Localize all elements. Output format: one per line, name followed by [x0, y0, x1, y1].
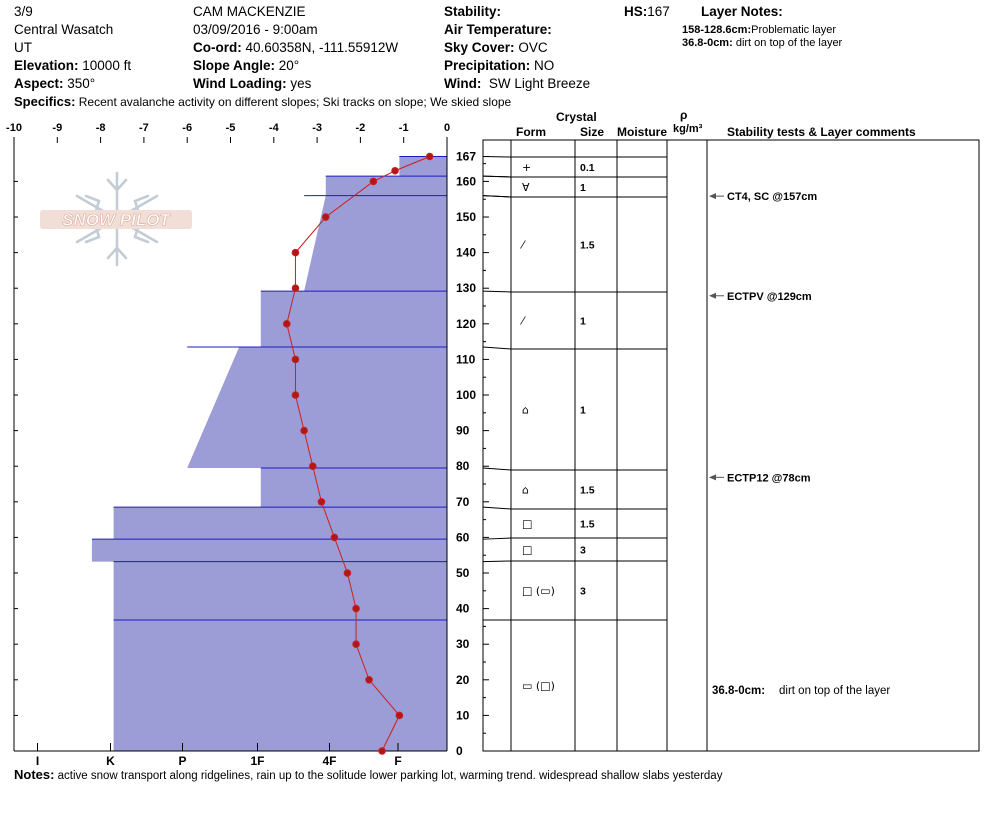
temp-tick-label: -3 — [312, 122, 322, 134]
temperature-point — [283, 321, 290, 328]
observer-name: CAM MACKENZIE — [193, 4, 306, 19]
crystal-size: 1.5 — [580, 239, 595, 252]
region: Central Wasatch — [14, 22, 114, 37]
temperature-point — [292, 285, 299, 292]
hardness-layer-bar — [114, 620, 447, 751]
crystal-form-symbol: ▭ (□) — [522, 679, 555, 693]
sky-label: Sky Cover: — [444, 40, 515, 55]
density-unit: kg/m³ — [673, 123, 703, 135]
height-tick-label: 50 — [456, 566, 470, 581]
crystal-size: 3 — [580, 585, 586, 598]
crystal-form-symbol: + — [522, 161, 532, 174]
logo-text: SNOW PILOT — [62, 210, 170, 230]
hardness-tick-label: I — [35, 754, 40, 768]
slope-value: 20° — [278, 58, 300, 73]
row-connector-line — [483, 347, 511, 349]
height-tick-label: 90 — [456, 423, 470, 438]
hardness-layer-bar — [114, 562, 447, 620]
temp-tick-label: -10 — [6, 122, 22, 134]
height-tick-label: 30 — [456, 637, 470, 652]
temperature-point — [370, 178, 377, 185]
stability-test-label: ECTPV @129cm — [727, 290, 812, 303]
temperature-point — [366, 677, 373, 684]
elevation-label: Elevation: — [14, 58, 79, 73]
hardness-tick-label: 4F — [322, 754, 337, 768]
row-connector-line — [483, 507, 511, 509]
height-tick-label: 150 — [456, 210, 477, 225]
height-tick-label: 40 — [456, 601, 470, 616]
temp-tick-label: 0 — [443, 122, 451, 134]
temperature-point — [392, 167, 399, 174]
layer-notes-label: Layer Notes: — [701, 4, 783, 19]
layer-comment-text: dirt on top of the layer — [779, 685, 891, 697]
crystal-header: Crystal — [556, 110, 597, 124]
notes-value: active snow transport along ridgelines, rain up to the solitude lower parking lot, warming trend. widespread shallow slabs yesterday — [57, 770, 723, 782]
wind-value: SW Light Breeze — [488, 76, 591, 91]
temperature-point — [301, 427, 308, 434]
hardness-layer-bar — [114, 507, 447, 539]
crystal-size: 1.5 — [580, 518, 595, 531]
crystal-size: 1 — [580, 404, 586, 417]
wind-loading-label: Wind Loading: — [193, 76, 287, 91]
precip-label: Precipitation: — [444, 58, 531, 73]
specifics-label: Specifics: — [14, 94, 76, 109]
temperature-point — [344, 570, 351, 577]
row-connector-line — [483, 196, 511, 197]
density-rho: ρ — [680, 108, 688, 122]
row-connector-line — [483, 468, 511, 470]
aspect-value: 350° — [67, 76, 96, 91]
crystal-size: 1.5 — [580, 484, 595, 497]
aspect-label: Aspect: — [14, 76, 64, 91]
stability-comments-header: Stability tests & Layer comments — [727, 125, 916, 139]
temperature-point — [292, 392, 299, 399]
hardness-tick-label: F — [394, 754, 402, 768]
height-tick-label: 120 — [456, 316, 477, 331]
temp-tick-label: -7 — [139, 122, 149, 134]
layer-note-2-text: dirt on top of the layer — [735, 37, 843, 49]
height-tick-label: 20 — [456, 672, 470, 687]
state: UT — [14, 40, 32, 55]
notes-label: Notes: — [14, 767, 55, 782]
specifics-value: Recent avalanche activity on different slopes; Ski tracks on slope; We skied slope — [78, 95, 512, 109]
height-tick-label: 0 — [456, 744, 463, 758]
temperature-point — [353, 641, 360, 648]
height-tick-label: 80 — [456, 459, 470, 474]
crystal-size: 1 — [580, 315, 586, 328]
stability-label: Stability: — [444, 4, 502, 19]
temperature-point — [322, 214, 329, 221]
row-connector-line — [483, 291, 511, 292]
temperature-point — [331, 534, 338, 541]
temp-tick-label: -4 — [268, 122, 279, 134]
hardness-tick-label: K — [106, 754, 115, 768]
elevation-value: 10000 ft — [82, 58, 132, 73]
height-tick-label: 10 — [456, 708, 470, 723]
temp-tick-label: -5 — [225, 122, 236, 134]
hardness-tick-label: 1F — [250, 754, 265, 768]
height-tick-label: 100 — [456, 388, 477, 403]
coord-value: 40.60358N, -111.55912W — [245, 40, 399, 55]
temperature-point — [379, 748, 386, 755]
height-tick-label: 140 — [456, 245, 477, 260]
height-tick-label: 110 — [456, 352, 476, 367]
row-connector-line — [483, 538, 511, 539]
row-connector-line — [483, 157, 511, 158]
stability-test-arrowhead — [709, 293, 716, 299]
crystal-size: 1 — [580, 182, 586, 194]
height-tick-label: 160 — [456, 174, 477, 189]
hardness-layer-bar — [304, 196, 447, 291]
temp-tick-label: -1 — [398, 122, 409, 134]
hs-label: HS: — [624, 4, 648, 19]
row-connector-line — [483, 176, 511, 177]
stability-test-label: CT4, SC @157cm — [727, 191, 818, 204]
crystal-form-symbol: □ (▭) — [522, 584, 555, 598]
form-header: Form — [516, 125, 546, 139]
height-tick-label: 70 — [456, 494, 470, 509]
temp-tick-label: -6 — [182, 122, 193, 134]
hardness-layer-bar — [187, 347, 447, 468]
layer-table-frame — [483, 140, 979, 751]
temperature-point — [353, 605, 360, 612]
hardness-layer-bar — [326, 176, 447, 196]
crystal-form-symbol: ∀ — [522, 181, 530, 194]
hardness-tick-label: P — [178, 754, 187, 768]
crystal-form-symbol: ⌂ — [522, 403, 529, 417]
moisture-header: Moisture — [617, 125, 668, 139]
hardness-layer-bar — [92, 539, 447, 561]
crystal-size: 3 — [580, 544, 586, 557]
hardness-layer-bar — [261, 291, 447, 347]
crystal-form-symbol: ⌂ — [522, 483, 529, 497]
profile-date: 3/9 — [14, 4, 33, 19]
crystal-form-symbol: □ — [522, 543, 533, 557]
temperature-point — [309, 463, 316, 470]
row-connector-line — [483, 561, 511, 562]
size-header: Size — [580, 125, 605, 139]
hs-value: 167 — [647, 4, 670, 19]
crystal-size: 0.1 — [580, 162, 595, 174]
slope-label: Slope Angle: — [193, 58, 276, 73]
stability-test-label: ECTP12 @78cm — [727, 472, 811, 485]
layer-comment-range: 36.8-0cm: — [712, 685, 766, 697]
observation-datetime: 03/09/2016 - 9:00am — [193, 22, 318, 37]
crystal-form-symbol: ⁄ — [522, 238, 524, 252]
snowpilot-logo — [40, 173, 192, 265]
height-tick-label: 167 — [456, 149, 477, 164]
temperature-point — [396, 712, 403, 719]
height-tick-label: 130 — [456, 281, 477, 296]
layer-note-2-range: 36.8-0cm: — [682, 37, 733, 49]
crystal-form-symbol: □ — [522, 517, 533, 531]
temperature-point — [292, 356, 299, 363]
stability-test-arrowhead — [709, 193, 716, 199]
precip-value: NO — [534, 58, 555, 73]
wind-label: Wind: — [444, 76, 482, 91]
temp-tick-label: -8 — [95, 122, 106, 134]
height-tick-label: 60 — [456, 530, 470, 545]
temperature-point — [318, 499, 325, 506]
coord-label: Co-ord: — [193, 40, 242, 55]
wind-loading-value: yes — [290, 76, 312, 91]
crystal-form-symbol: ⁄ — [522, 314, 524, 328]
temperature-point — [426, 153, 433, 160]
hardness-layer-bar — [261, 468, 447, 507]
layer-note-1-text: Problematic layer — [751, 24, 837, 36]
sky-value: OVC — [518, 40, 548, 55]
temp-tick-label: -9 — [52, 122, 63, 134]
temp-tick-label: -2 — [355, 122, 366, 134]
temperature-point — [292, 249, 299, 256]
layer-note-1-range: 158-128.6cm: — [682, 24, 752, 36]
air-temp-label: Air Temperature: — [444, 22, 552, 37]
stability-test-arrowhead — [709, 474, 716, 480]
